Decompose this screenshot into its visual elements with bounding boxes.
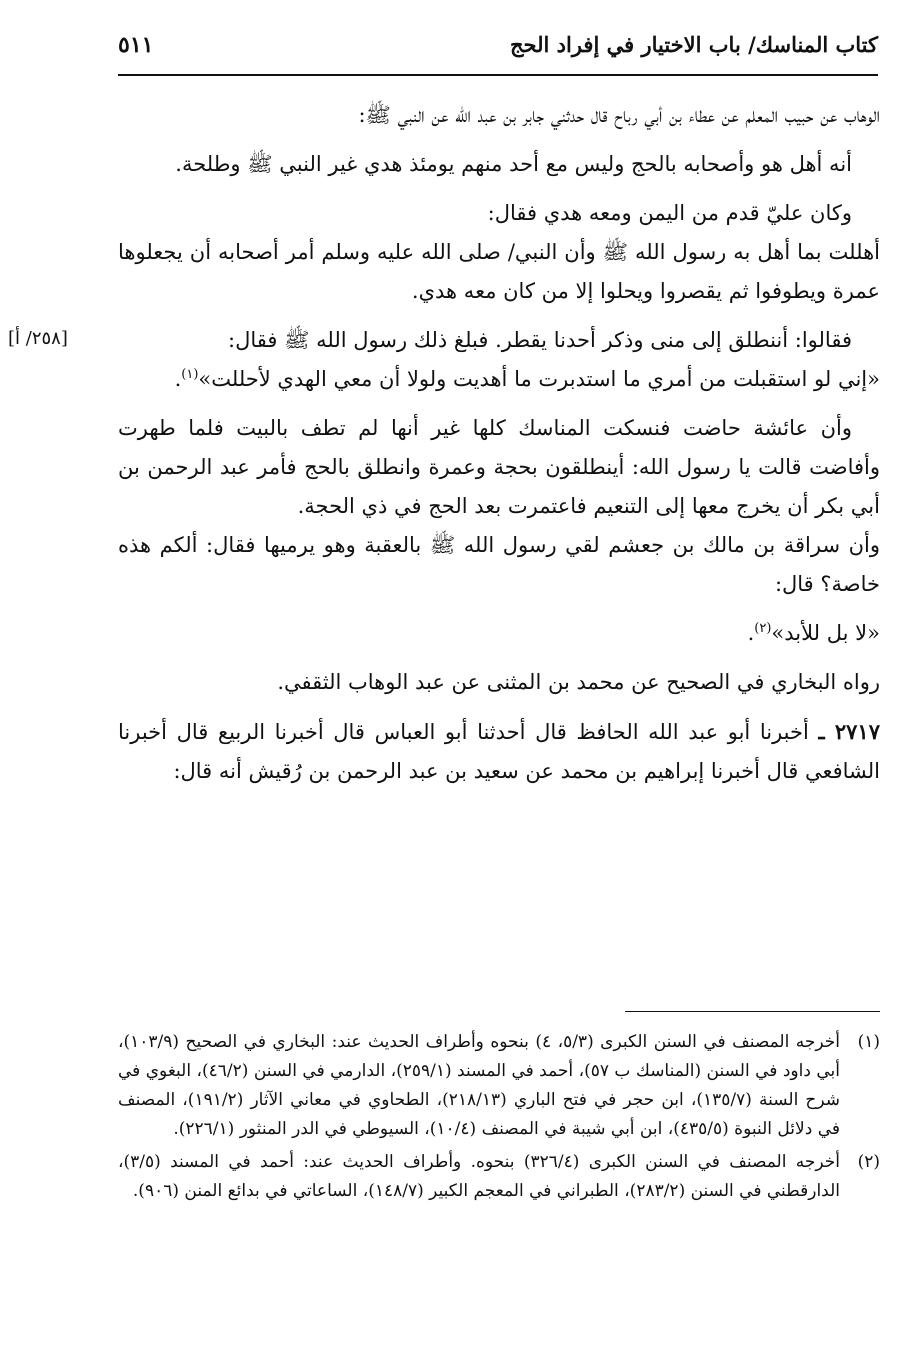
- hadith-2717-isnad: أخبرنا أبو عبد الله الحافظ قال أحدثنا أبو العباس قال أخبرنا الربيع قال أخبرنا الشافعي قال أخبرنا إبراهيم بن محمد عن سعيد بن عبد الرحمن بن رُقيش أنه قال:: [118, 720, 880, 783]
- footnote-ref-2[interactable]: (٢): [754, 621, 772, 636]
- prophet-saying-text: «إني لو استقبلت من أمري ما استدبرت ما أهديت ولولا أن معي الهدي لأحللت»: [198, 367, 880, 391]
- paragraph-hadith-2717: [118, 712, 880, 791]
- manuscript-folio-marker: [٢٥٨/ أ]: [8, 328, 68, 349]
- paragraph-isnad-continuation: الوهاب عن حبيب المعلم عن عطاء بن أبي رباح قال حدثني جابر بن عبد الله عن النبي ﷺ:: [358, 103, 880, 127]
- footnotes: [118, 1028, 880, 1210]
- paragraph-suraqa: وأن سراقة بن مالك بن جعشم لقي رسول الله ﷺ بالعقبة وهو يرميها فقال: ألكم هذه خاصة؟ قال:: [118, 533, 880, 596]
- footnote: [118, 1148, 880, 1206]
- paragraph-companions-question: فقالوا: أننطلق إلى منى وذكر أحدنا يقطر. فبلغ ذلك رسول الله ﷺ فقال:: [228, 328, 852, 352]
- footnote: [118, 1028, 880, 1144]
- paragraph-ali-statement: أهللت بما أهل به رسول الله ﷺ وأن النبي/ صلى الله عليه وسلم أمر أصحابه أن يجعلوها عمرة ويطوفوا ثم يقصروا ويحلوا إلا من كان معه هدي.: [118, 240, 880, 303]
- footnote-text: أخرجه المصنف في السنن الكبرى (٥/٣، ٤) بنحوه وأطراف الحديث عند: البخاري في الصحيح (١٠٣/٩)، أبي داود في السنن (المناسك ب ٥٧)، أحمد في المسند (٢٥٩/١)، الدارمي في السنن (٤٦/٢)، البغوي في شرح السنة (١٣٥/٧)، ابن حجر في فتح الباري (٢١٨/١٣)، الطحاوي في معاني الآثار (١٩١/٢)، المصنف في دلائل النبوة (٤٣٥/٥)، ابن أبي شيبة في المصنف (١٠/٤)، السيوطي في الدر المنثور (٢٢٦/١).: [118, 1032, 841, 1139]
- footnote-ref-1[interactable]: (١): [181, 367, 199, 382]
- running-header: [118, 26, 878, 76]
- footnote-separator: [625, 1011, 880, 1012]
- paragraph-prophet-answer: «لا بل للأبد»$^{(٢)}$.: [747, 621, 880, 645]
- paragraph-aisha: وأن عائشة حاضت فنسكت المناسك كلها غير أنها لم تطف بالبيت فلما طهرت وأفاضت قالت يا رسول الله: أينطلقون بحجة وعمرة وانطلق بالحج فأمر عبد الرحمن بن أبي بكر أن يخرج معها إلى التنعيم فاعتمرت بعد الحج في ذي الحجة.: [118, 416, 880, 518]
- page-number: ٥١١: [118, 32, 154, 58]
- chapter-title: كتاب المناسك/ باب الاختيار في إفراد الحج: [510, 32, 878, 57]
- paragraph-bukhari-note: رواه البخاري في الصحيح عن محمد بن المثنى عن عبد الوهاب الثقفي.: [277, 670, 880, 694]
- hadith-number: ٢٧١٧ ـ: [818, 719, 880, 744]
- paragraph-ali-arrival: وكان عليّ قدم من اليمن ومعه هدي فقال:: [487, 201, 852, 225]
- footnote-number: (٢): [857, 1152, 880, 1172]
- main-text: [118, 96, 880, 791]
- footnote-number: (١): [857, 1032, 880, 1052]
- paragraph-prophet-saying: «إني لو استقبلت من أمري ما استدبرت ما أهديت ولولا أن معي الهدي لأحللت»$^{(١)}$.: [174, 367, 880, 391]
- prophet-answer-text: «لا بل للأبد»: [771, 621, 880, 645]
- footnote-text: أخرجه المصنف في السنن الكبرى (٣٢٦/٤) بنحوه. وأطراف الحديث عند: أحمد في المسند (٣/٥)، الدارقطني في السنن (٢٨٣/٢)، الطبراني في المعجم الكبير (١٤٨/٧)، الساعاتي في بدائع المنن (٩٠٦).: [118, 1152, 840, 1201]
- paragraph-hadith-start: أنه أهل هو وأصحابه بالحج وليس مع أحد منهم يومئذ هدي غير النبي ﷺ وطلحة.: [175, 152, 852, 176]
